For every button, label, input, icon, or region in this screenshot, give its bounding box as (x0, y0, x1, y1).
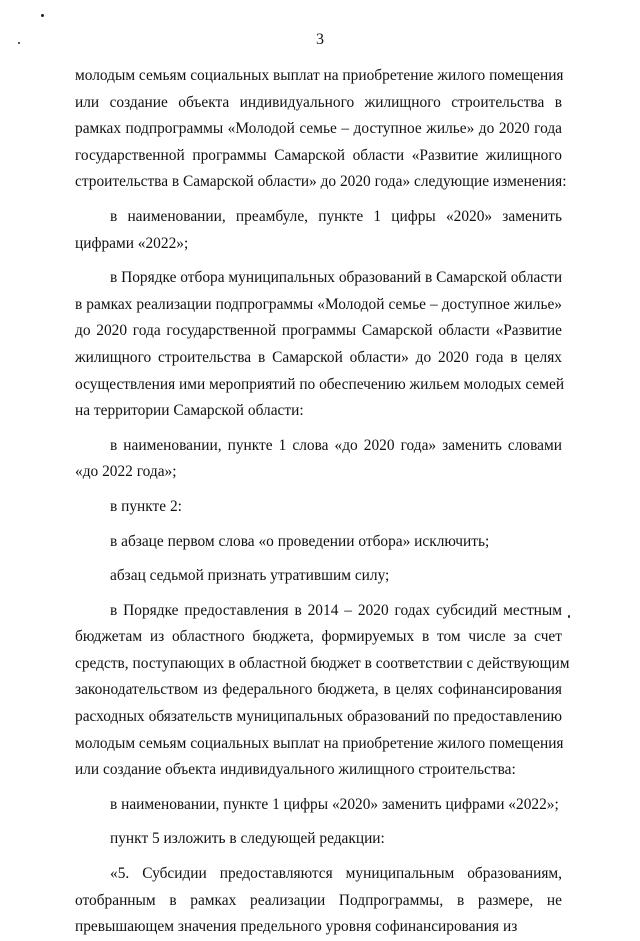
text-line: в Порядке отбора муниципальных образований в Самарской области (110, 269, 563, 287)
paragraph (75, 598, 570, 784)
paragraph (75, 826, 562, 853)
page-number: 3 (316, 31, 324, 48)
paragraph (75, 265, 565, 425)
text-line: законодательством из федерального бюджета, в целях софинансирования (75, 681, 562, 699)
scan-speck (41, 14, 44, 17)
text-line: в наименовании, пункте 1 цифры «2020» заменить цифрами «2022»; (110, 795, 559, 813)
text-line: пункт 5 изложить в следующей редакции: (110, 830, 385, 848)
paragraph (75, 204, 562, 257)
text-line: молодым семьям социальных выплат на приобретение жилого помещения (75, 67, 564, 84)
text-line: или создание объекта индивидуального жилищного строительства в (75, 93, 562, 111)
paragraph (75, 792, 562, 819)
text-line: отобранным в рамках реализации Подпрограммы, в размере, не (75, 891, 562, 909)
text-line: до 2020 года государственной программы Самарской области «Развитие (75, 322, 562, 340)
paragraph (75, 861, 562, 941)
text-line: средств, поступающих в областной бюджет в соответствии с действующим (75, 654, 570, 672)
text-line: в Порядке предоставления в 2014 – 2020 годах субсидий местным (110, 601, 562, 619)
text-line: цифрами «2022»; (75, 234, 189, 252)
paragraph (75, 529, 562, 556)
document-body (75, 63, 570, 941)
text-line: в рамках реализации подпрограммы «Молодой семье – доступное жилье» (75, 295, 562, 313)
text-line: осуществления ими мероприятий по обеспечению жильем молодых семей (75, 375, 565, 393)
text-line: расходных обязательств муниципальных образований по предоставлению (75, 708, 562, 726)
text-line: абзац седьмой признать утратившим силу; (110, 567, 390, 585)
text-line: «5. Субсидии предоставляются муниципальным образованиям, (110, 865, 562, 883)
paragraph (75, 63, 567, 196)
paragraph (75, 433, 562, 486)
text-line: превышающем значения предельного уровня софинансирования из (75, 918, 518, 936)
text-line: в пункте 2: (110, 497, 182, 515)
text-line: в абзаце первом слова «о проведении отбора» исключить; (110, 532, 490, 550)
paragraph (75, 563, 562, 590)
text-line: в наименовании, пункте 1 слова «до 2020 года» заменить словами (110, 436, 562, 454)
text-line: рамках подпрограммы «Молодой семье – доступное жилье» до 2020 года (75, 120, 562, 138)
text-line: жилищного строительства в Самарской области» до 2020 года в целях (75, 348, 562, 366)
text-line: «до 2022 года»; (75, 463, 177, 481)
text-line: или создание объекта индивидуального жилищного строительства: (75, 761, 516, 779)
text-line: на территории Самарской области: (75, 402, 304, 420)
text-line: молодым семьям социальных выплат на приобретение жилого помещения (75, 734, 564, 752)
text-line: государственной программы Самарской области «Развитие жилищного (75, 146, 562, 164)
text-line: строительства в Самарской области» до 2020 года» следующие изменения: (75, 173, 567, 191)
text-line: в наименовании, преамбуле, пункте 1 цифры «2020» заменить (110, 207, 562, 225)
text-line: бюджетам из областного бюджета, формируемых в том числе за счет (75, 628, 562, 646)
scan-speck (568, 615, 570, 618)
paragraph (75, 494, 562, 521)
